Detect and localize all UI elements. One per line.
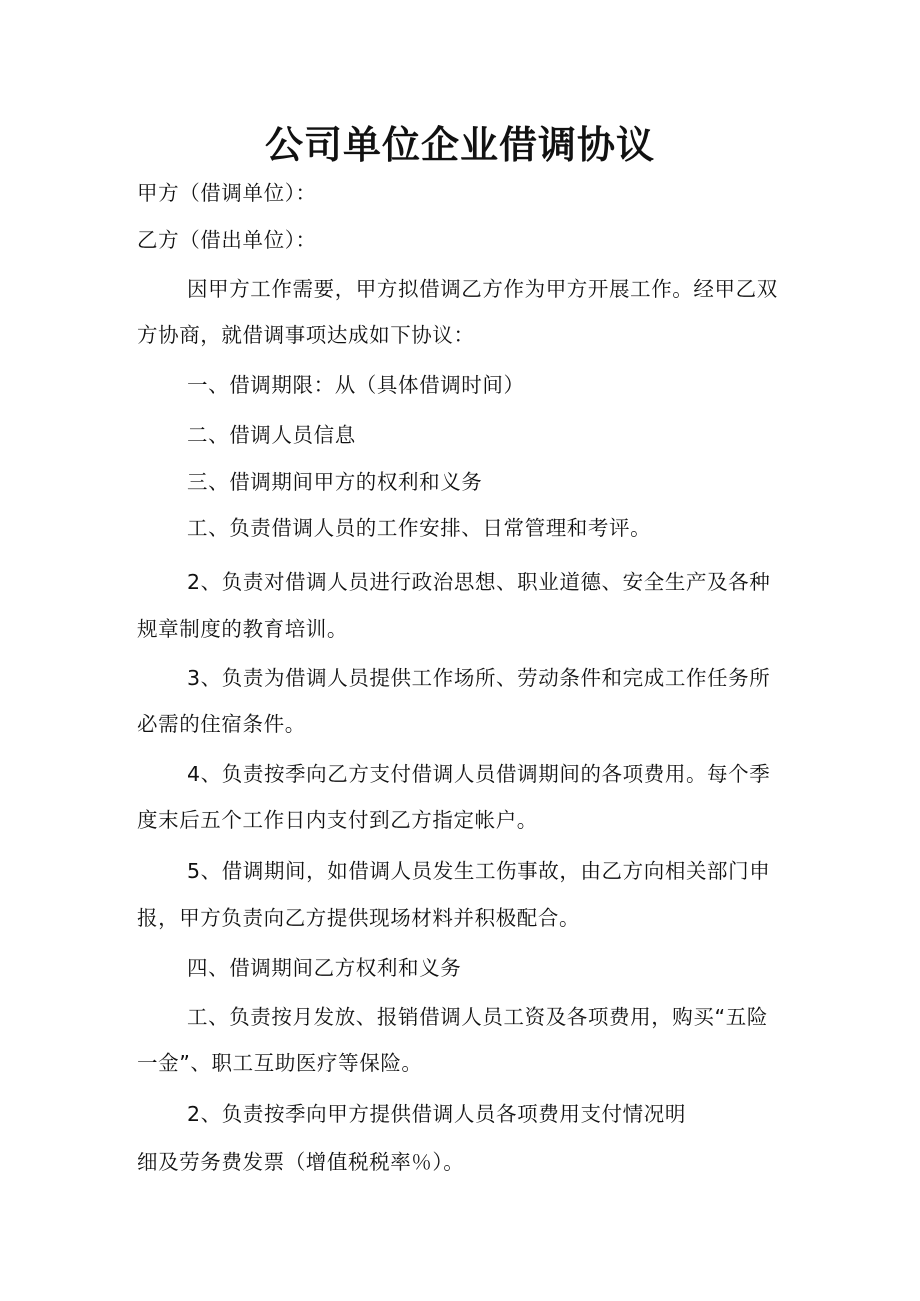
clause-line: 度末后五个工作日内支付到乙方指定帐户。 bbox=[137, 808, 538, 832]
preamble-line: 因甲方工作需要，甲方拟借调乙方作为甲方开展工作。经甲乙双 bbox=[187, 277, 778, 301]
clause-line: 报，甲方负责向乙方提供现场材料并积极配合。 bbox=[137, 906, 581, 930]
clause-line: 细及劳务费发票（增值税税率％）。 bbox=[137, 1150, 465, 1174]
document-title: 公司单位企业借调协议 bbox=[264, 123, 655, 167]
preamble-line: 方协商，就借调事项达成如下协议： bbox=[137, 323, 475, 347]
clause-line: 工、负责借调人员的工作安排、日常管理和考评。 bbox=[187, 516, 652, 540]
clause-line: 4、负责按季向乙方支付借调人员借调期间的各项费用。每个季 bbox=[187, 762, 771, 786]
clause-line: 5、借调期间，如借调人员发生工伤事故，由乙方向相关部门申 bbox=[187, 859, 771, 883]
party-b-line: 乙方（借出单位）： bbox=[137, 228, 317, 252]
clause-line: 2、负责对借调人员进行政治思想、职业道德、安全生产及各种 bbox=[187, 570, 771, 594]
clause-line: 一金”、职工互助医疗等保险。 bbox=[137, 1051, 423, 1075]
section-heading: 二、借调人员信息 bbox=[187, 423, 356, 447]
section-heading: 四、借调期间乙方权利和义务 bbox=[187, 956, 462, 980]
clause-line: 必需的住宿条件。 bbox=[137, 712, 306, 736]
section-heading: 一、借调期限：从（具体借调时间） bbox=[187, 373, 525, 397]
clause-line: 3、负责为借调人员提供工作场所、劳动条件和完成工作任务所 bbox=[187, 666, 771, 690]
clause-line: 规章制度的教育培训。 bbox=[137, 617, 348, 641]
clause-line: 工、负责按月发放、报销借调人员工资及各项费用，购买“五险 bbox=[187, 1005, 768, 1029]
section-heading: 三、借调期间甲方的权利和义务 bbox=[187, 470, 483, 494]
clause-line: 2、负责按季向甲方提供借调人员各项费用支付情况明 bbox=[187, 1102, 686, 1126]
party-a-line: 甲方（借调单位）： bbox=[137, 181, 317, 205]
